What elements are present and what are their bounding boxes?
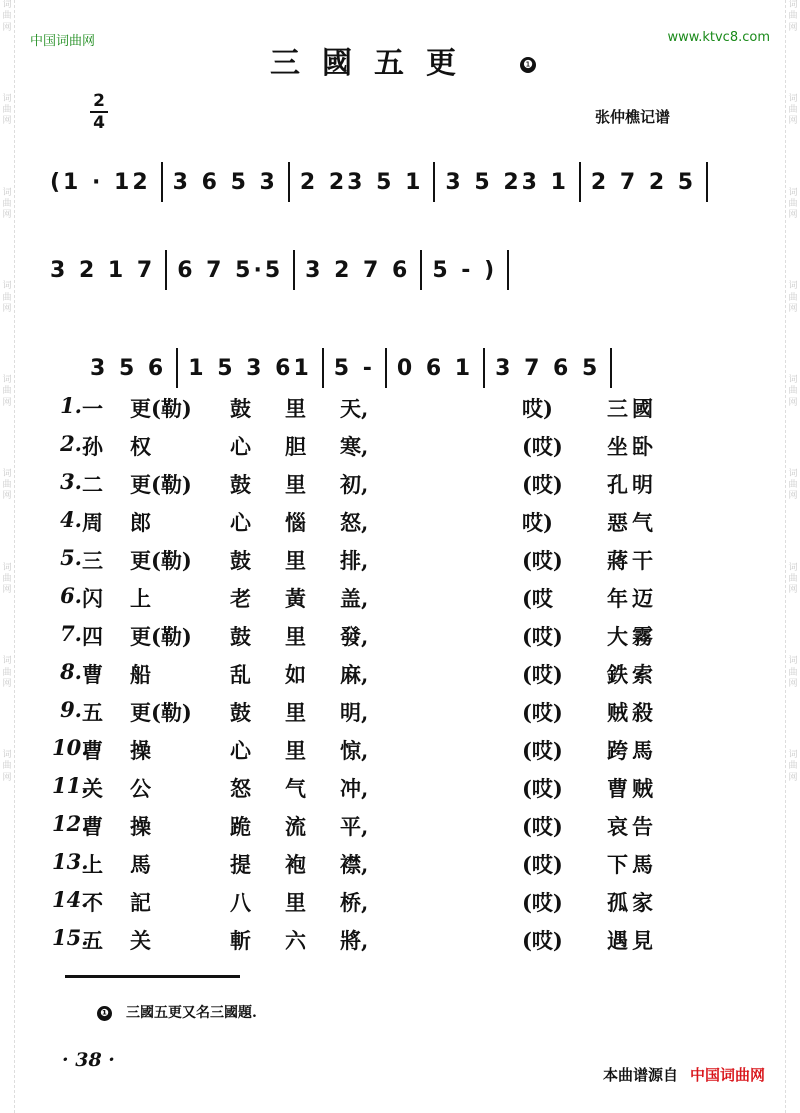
lyric-verse-number: 10. bbox=[52, 735, 89, 760]
source-label: 本曲谱源自 bbox=[602, 1066, 678, 1084]
music-line-2 bbox=[40, 248, 755, 292]
lyric-verse-number: 9. bbox=[60, 697, 82, 722]
lyric-tail: 孤家 bbox=[607, 890, 657, 915]
lyric-word: 桥, bbox=[340, 890, 369, 915]
page-number: · 38 · bbox=[62, 1049, 115, 1071]
lyric-word: 里 bbox=[285, 890, 306, 915]
music-segment: 5 - bbox=[333, 355, 375, 381]
watermark-group bbox=[788, 281, 797, 315]
watermark-char: 网 bbox=[2, 22, 12, 33]
lyric-word: 怒, bbox=[340, 510, 369, 535]
site-watermark-left: 中国词曲网 bbox=[30, 34, 96, 49]
watermark-group bbox=[2, 750, 11, 784]
watermark-char: 网 bbox=[788, 22, 798, 33]
lyric-word: 鼓 bbox=[230, 472, 251, 497]
watermark-group bbox=[2, 656, 11, 690]
lyric-word: 跪 bbox=[230, 814, 251, 839]
watermark-char: 网 bbox=[2, 585, 12, 595]
watermark-char: 词 bbox=[2, 468, 12, 479]
lyric-tail: 下馬 bbox=[607, 852, 657, 877]
lyric-word: 心 bbox=[230, 738, 251, 763]
music-line-1 bbox=[40, 160, 755, 204]
lyric-interjection: (哎) bbox=[522, 738, 563, 763]
lyric-word: 关 bbox=[130, 928, 151, 953]
lyric-interjection: (哎) bbox=[522, 472, 563, 497]
time-signature-bottom: 4 bbox=[93, 113, 105, 133]
lyric-interjection: 哎) bbox=[522, 396, 553, 421]
lyric-word: 更(勒) bbox=[130, 472, 192, 497]
watermark-char: 词 bbox=[2, 656, 12, 667]
lyric-word: 黃 bbox=[285, 586, 306, 611]
lyric-verse-number: 15. bbox=[52, 925, 89, 950]
music-segment: 0 6 1 bbox=[396, 355, 474, 381]
lyric-word: 五 bbox=[82, 928, 103, 953]
lyric-row bbox=[52, 773, 732, 811]
lyric-word: 明, bbox=[340, 700, 369, 725]
footnote bbox=[97, 1002, 257, 1022]
music-segment: 2 7 2 5 bbox=[590, 169, 697, 195]
lyric-word: 二 bbox=[82, 472, 103, 497]
title-footnote-marker: ❶ bbox=[520, 57, 536, 73]
lyric-interjection: (哎) bbox=[522, 548, 563, 573]
music-segment: 3 5 23 1 bbox=[445, 169, 569, 195]
lyric-row bbox=[52, 659, 732, 697]
music-segment: (1 · 12 bbox=[50, 169, 151, 195]
watermark-char: 网 bbox=[788, 585, 798, 595]
lyric-word: 冲, bbox=[340, 776, 369, 801]
lyric-interjection: (哎 bbox=[522, 586, 553, 611]
lyric-row bbox=[52, 469, 732, 507]
watermark-group bbox=[2, 281, 11, 315]
watermark-group bbox=[788, 563, 797, 597]
lyric-word: 六 bbox=[285, 928, 306, 953]
lyric-word: 馬 bbox=[130, 852, 151, 877]
lyric-word: 闪 bbox=[82, 586, 103, 611]
right-watermark-strip bbox=[785, 0, 800, 1113]
watermark-group bbox=[2, 94, 11, 128]
watermark-char: 曲 bbox=[2, 386, 12, 397]
lyric-word: 將, bbox=[340, 928, 369, 953]
watermark-char: 网 bbox=[788, 116, 798, 127]
watermark-char: 曲 bbox=[788, 292, 798, 303]
lyric-interjection: (哎) bbox=[522, 434, 563, 459]
watermark-char: 词 bbox=[788, 750, 798, 760]
watermark-char: 词 bbox=[788, 375, 798, 385]
lyric-tail: 贼殺 bbox=[607, 700, 657, 725]
lyric-word: 气 bbox=[285, 776, 306, 801]
watermark-char: 曲 bbox=[2, 292, 12, 303]
lyric-word: 郎 bbox=[130, 510, 151, 535]
lyric-word: 里 bbox=[285, 548, 306, 573]
watermark-char: 网 bbox=[2, 772, 12, 783]
lyric-verse-number: 14. bbox=[52, 887, 89, 912]
lyric-verse-number: 7. bbox=[60, 621, 82, 646]
watermark-char: 曲 bbox=[788, 667, 798, 678]
watermark-group bbox=[788, 188, 797, 222]
watermark-group bbox=[2, 375, 11, 409]
lyric-interjection: (哎) bbox=[522, 624, 563, 649]
watermark-char: 网 bbox=[2, 116, 12, 127]
lyric-word: 袍 bbox=[285, 852, 306, 877]
watermark-char: 曲 bbox=[2, 105, 12, 115]
watermark-char: 词 bbox=[788, 187, 798, 198]
lyric-tail: 孔明 bbox=[607, 472, 657, 497]
watermark-char: 词 bbox=[2, 281, 12, 292]
watermark-char: 词 bbox=[788, 656, 798, 667]
lyric-word: 更(勒) bbox=[130, 396, 192, 421]
watermark-char: 词 bbox=[2, 187, 12, 198]
watermark-char: 词 bbox=[788, 0, 798, 10]
lyric-word: 發, bbox=[340, 624, 369, 649]
lyric-tail: 鉄索 bbox=[607, 662, 657, 687]
footnote-marker: ❶ bbox=[97, 1006, 112, 1021]
lyric-word: 曹 bbox=[82, 662, 103, 687]
lyric-word: 五 bbox=[82, 700, 103, 725]
footnote-text: 三國五更又名三國題. bbox=[126, 1005, 257, 1021]
lyric-word: 天, bbox=[340, 396, 369, 421]
lyric-verse-number: 1. bbox=[60, 393, 82, 418]
lyric-row bbox=[52, 545, 732, 583]
watermark-char: 词 bbox=[788, 562, 798, 573]
lyric-interjection: (哎) bbox=[522, 662, 563, 687]
music-segment: 2 23 5 1 bbox=[299, 169, 424, 195]
lyric-word: 周 bbox=[82, 510, 103, 535]
watermark-char: 曲 bbox=[788, 105, 798, 115]
lyric-word: 乱 bbox=[230, 662, 251, 687]
lyric-word: 里 bbox=[285, 624, 306, 649]
lyric-interjection: (哎) bbox=[522, 928, 563, 953]
watermark-group bbox=[788, 656, 797, 690]
watermark-char: 网 bbox=[788, 772, 798, 783]
lyric-word: 孙 bbox=[82, 434, 103, 459]
lyric-word: 胆 bbox=[285, 434, 306, 459]
watermark-group bbox=[788, 94, 797, 128]
lyric-word: 斬 bbox=[230, 928, 251, 953]
lyric-row bbox=[52, 925, 732, 963]
time-signature-top: 2 bbox=[93, 91, 105, 111]
lyric-verse-number: 11. bbox=[52, 773, 89, 798]
lyric-word: 不 bbox=[82, 890, 103, 915]
song-title: 三國五更 bbox=[270, 46, 478, 81]
footnote-rule bbox=[65, 975, 240, 978]
lyric-row bbox=[52, 887, 732, 925]
lyric-row bbox=[52, 621, 732, 659]
lyric-interjection: (哎) bbox=[522, 814, 563, 839]
watermark-char: 词 bbox=[788, 468, 798, 479]
watermark-char: 网 bbox=[2, 303, 12, 314]
lyric-word: 排, bbox=[340, 548, 369, 573]
lyric-word: 惊, bbox=[340, 738, 369, 763]
watermark-char: 曲 bbox=[2, 667, 12, 678]
watermark-char: 曲 bbox=[2, 761, 12, 772]
barline bbox=[706, 162, 708, 202]
music-segment: 3 7 6 5 bbox=[495, 355, 601, 381]
watermark-char: 词 bbox=[788, 93, 798, 104]
watermark-char: 网 bbox=[2, 678, 12, 689]
watermark-char: 网 bbox=[788, 491, 798, 502]
watermark-char: 曲 bbox=[2, 480, 12, 490]
watermark-char: 曲 bbox=[2, 573, 12, 584]
lyric-word: 更(勒) bbox=[130, 700, 192, 725]
watermark-char: 词 bbox=[2, 562, 12, 573]
watermark-char: 词 bbox=[788, 281, 798, 292]
lyric-word: 流 bbox=[285, 814, 306, 839]
lyric-word: 更(勒) bbox=[130, 624, 192, 649]
watermark-char: 词 bbox=[2, 375, 12, 385]
lyric-word: 八 bbox=[230, 890, 251, 915]
lyric-word: 老 bbox=[230, 586, 251, 611]
lyric-tail: 惡气 bbox=[607, 510, 657, 535]
lyric-word: 惱 bbox=[285, 510, 306, 535]
watermark-char: 词 bbox=[2, 0, 12, 10]
lyric-word: 襟, bbox=[340, 852, 369, 877]
lyric-word: 船 bbox=[130, 662, 151, 687]
lyric-word: 心 bbox=[230, 510, 251, 535]
lyric-row bbox=[52, 393, 732, 431]
lyric-word: 关 bbox=[82, 776, 103, 801]
lyric-row bbox=[52, 849, 732, 887]
watermark-char: 网 bbox=[788, 397, 798, 408]
watermark-char: 网 bbox=[788, 678, 798, 689]
lyric-word: 里 bbox=[285, 700, 306, 725]
lyric-word: 曹 bbox=[82, 814, 103, 839]
watermark-group bbox=[788, 469, 797, 503]
watermark-char: 曲 bbox=[2, 198, 12, 209]
watermark-char: 网 bbox=[2, 397, 12, 408]
music-segment: 3 6 5 3 bbox=[172, 169, 278, 195]
lyric-tail: 蔣干 bbox=[607, 548, 657, 573]
lyric-verse-number: 3. bbox=[60, 469, 82, 494]
lyric-interjection: (哎) bbox=[522, 776, 563, 801]
watermark-group bbox=[788, 750, 797, 784]
lyric-word: 盖, bbox=[340, 586, 369, 611]
lyric-word: 里 bbox=[285, 472, 306, 497]
lyric-interjection: (哎) bbox=[522, 852, 563, 877]
watermark-char: 曲 bbox=[788, 573, 798, 584]
lyric-word: 权 bbox=[130, 434, 151, 459]
lyric-interjection: (哎) bbox=[522, 890, 563, 915]
lyric-word: 曹 bbox=[82, 738, 103, 763]
watermark-char: 曲 bbox=[788, 761, 798, 772]
watermark-char: 词 bbox=[2, 93, 12, 104]
lyric-tail: 年迈 bbox=[607, 586, 657, 611]
lyric-word: 鼓 bbox=[230, 624, 251, 649]
lyric-tail: 遇見 bbox=[607, 928, 657, 953]
source-brand: 中国词曲网 bbox=[689, 1066, 765, 1084]
lyric-tail: 三國 bbox=[607, 396, 657, 421]
watermark-group bbox=[788, 0, 797, 34]
watermark-char: 网 bbox=[788, 303, 798, 314]
lyric-row bbox=[52, 507, 732, 545]
lyric-word: 鼓 bbox=[230, 548, 251, 573]
lyric-row bbox=[52, 583, 732, 621]
music-segment: 3 5 6 bbox=[90, 355, 167, 381]
lyric-word: 里 bbox=[285, 738, 306, 763]
lyric-word: 怒 bbox=[230, 776, 251, 801]
lyric-word: 上 bbox=[130, 586, 151, 611]
lyric-word: 更(勒) bbox=[130, 548, 192, 573]
lyric-word: 四 bbox=[82, 624, 103, 649]
lyric-word: 上 bbox=[82, 852, 103, 877]
lyric-row bbox=[52, 431, 732, 469]
lyric-word: 麻, bbox=[340, 662, 369, 687]
lyric-word: 寒, bbox=[340, 434, 369, 459]
lyric-interjection: 哎) bbox=[522, 510, 553, 535]
watermark-char: 曲 bbox=[2, 11, 12, 22]
lyric-tail: 跨馬 bbox=[607, 738, 657, 763]
lyric-tail: 坐卧 bbox=[607, 434, 657, 459]
lyric-tail: 哀告 bbox=[607, 814, 657, 839]
watermark-group bbox=[788, 375, 797, 409]
lyric-word: 操 bbox=[130, 814, 151, 839]
watermark-char: 网 bbox=[2, 210, 12, 220]
music-segment: 1 5 3 61 bbox=[188, 355, 312, 381]
source-credit bbox=[603, 1064, 765, 1085]
barline bbox=[610, 348, 612, 388]
lyric-tail: 曹贼 bbox=[607, 776, 657, 801]
lyric-verse-number: 6. bbox=[60, 583, 82, 608]
lyric-word: 鼓 bbox=[230, 700, 251, 725]
lyric-verse-number: 8. bbox=[60, 659, 82, 684]
lyric-word: 初, bbox=[340, 472, 369, 497]
watermark-group bbox=[2, 188, 11, 222]
lyric-verse-number: 5. bbox=[60, 545, 82, 570]
lyric-verse-number: 4. bbox=[60, 507, 82, 532]
watermark-char: 曲 bbox=[788, 198, 798, 209]
lyric-word: 平, bbox=[340, 814, 369, 839]
lyric-word: 記 bbox=[130, 890, 151, 915]
lyric-row bbox=[52, 735, 732, 773]
lyric-word: 提 bbox=[230, 852, 251, 877]
watermark-group bbox=[2, 469, 11, 503]
lyric-word: 如 bbox=[285, 662, 306, 687]
lyric-verse-number: 2. bbox=[60, 431, 82, 456]
watermark-char: 词 bbox=[2, 750, 12, 760]
lyric-tail: 大霧 bbox=[607, 624, 657, 649]
lyric-interjection: (哎) bbox=[522, 700, 563, 725]
music-line-3 bbox=[80, 346, 745, 390]
watermark-char: 网 bbox=[2, 491, 12, 502]
music-segment: 3 2 7 6 bbox=[305, 257, 411, 283]
lyric-row bbox=[52, 811, 732, 849]
music-segment: 3 2 1 7 bbox=[50, 257, 156, 283]
site-watermark-right: www.ktvc8.com bbox=[667, 30, 770, 45]
watermark-group bbox=[2, 563, 11, 597]
lyric-word: 三 bbox=[82, 548, 103, 573]
watermark-char: 曲 bbox=[788, 480, 798, 490]
watermark-char: 曲 bbox=[788, 386, 798, 397]
music-segment: 6 7 5·5 bbox=[177, 257, 284, 283]
time-signature bbox=[90, 92, 108, 132]
lyric-verse-number: 12. bbox=[52, 811, 89, 836]
lyric-word: 鼓 bbox=[230, 396, 251, 421]
lyric-word: 公 bbox=[130, 776, 151, 801]
lyrics-block bbox=[52, 393, 732, 963]
watermark-char: 网 bbox=[788, 210, 798, 220]
lyric-word: 里 bbox=[285, 396, 306, 421]
barline bbox=[507, 250, 509, 290]
lyric-word: 操 bbox=[130, 738, 151, 763]
watermark-group bbox=[2, 0, 11, 34]
lyric-verse-number: 13. bbox=[52, 849, 89, 874]
watermark-char: 曲 bbox=[788, 11, 798, 22]
lyric-word: 一 bbox=[82, 396, 103, 421]
lyric-word: 心 bbox=[230, 434, 251, 459]
music-segment: 5 - ) bbox=[432, 257, 498, 283]
composer-credit: 张仲樵记谱 bbox=[595, 108, 671, 126]
left-watermark-strip bbox=[0, 0, 15, 1113]
lyric-row bbox=[52, 697, 732, 735]
